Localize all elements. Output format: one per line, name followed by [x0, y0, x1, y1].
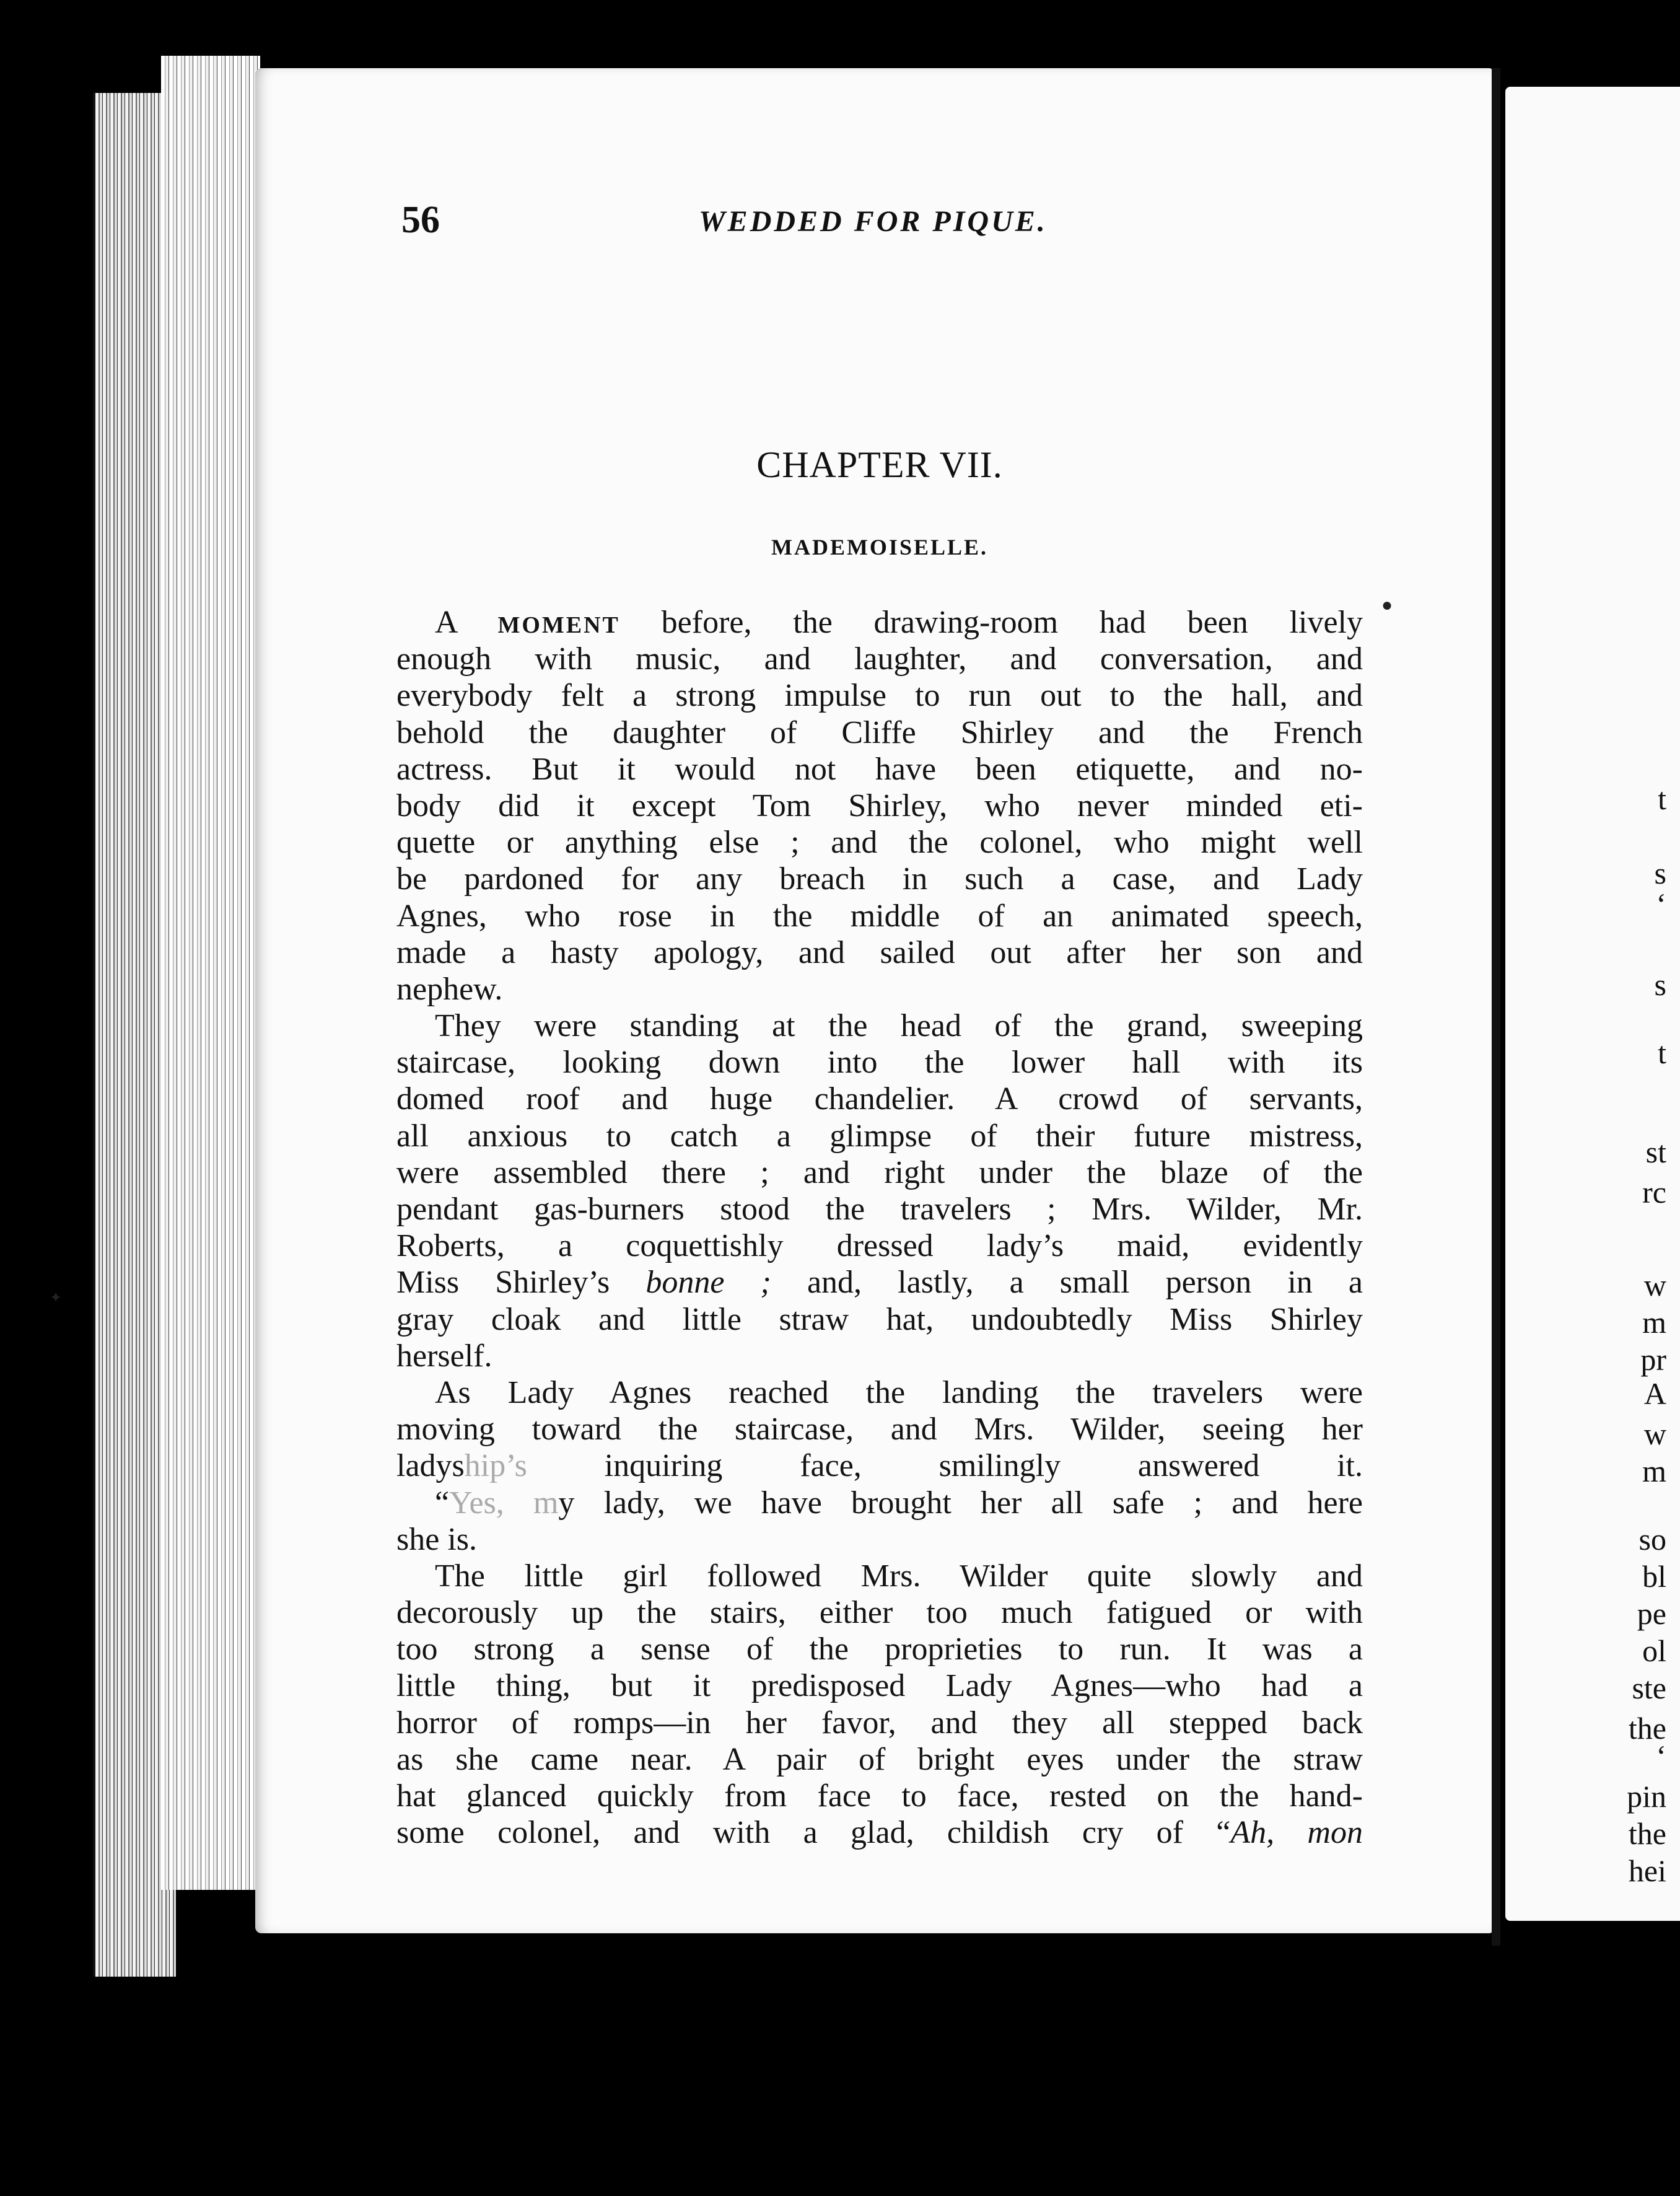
facing-page-fragment: ste — [1632, 1671, 1666, 1705]
text-line — [396, 1264, 1363, 1301]
facing-page-fragment: ol — [1642, 1633, 1666, 1668]
text-run: y lady, we have brought her all safe ; and here — [558, 1485, 1363, 1521]
facing-page-fragment: w — [1643, 1416, 1666, 1451]
speck-mark: ✦ — [50, 1290, 63, 1306]
text-line: quette or anything else ; and the colonel, who might well — [396, 825, 1363, 861]
text-line: actress. But it would not have been etiquette, and no- — [396, 751, 1363, 787]
text-line — [396, 1485, 1363, 1521]
text-line: They were standing at the head of the grand, sweeping — [435, 1008, 1363, 1044]
text-line: horror of romps—in her favor, and they all stepped back — [396, 1705, 1363, 1741]
text-run: inquiring face, smilingly answered it. — [527, 1448, 1363, 1484]
text-line: everybody felt a strong impulse to run out to the hall, and — [396, 678, 1363, 714]
running-title: WEDDED FOR PIQUE. — [699, 205, 1048, 238]
text-line: hat glanced quickly from face to face, rested on the hand- — [396, 1778, 1363, 1814]
text-run: and, lastly, a small person in a — [771, 1265, 1363, 1301]
facing-page-fragment: s — [1654, 967, 1666, 1002]
text-line: too strong a sense of the proprieties to run. It was a — [396, 1632, 1363, 1667]
text-line: as she came near. A pair of bright eyes under the straw — [396, 1741, 1363, 1777]
facing-page-fragment: hei — [1628, 1853, 1666, 1888]
facing-page-fragment: the — [1628, 1711, 1666, 1746]
facing-page-fragment: st — [1645, 1135, 1666, 1169]
facing-page-fragment: A — [1643, 1376, 1666, 1411]
text-line: were assembled there ; and right under the blaze of the — [396, 1154, 1363, 1190]
running-head — [401, 198, 1368, 254]
text-run: ladys — [396, 1448, 465, 1484]
facing-page-fragment: so — [1638, 1522, 1666, 1557]
text-line: Agnes, who rose in the middle of an animated speech, — [396, 898, 1363, 934]
text-line: Roberts, a coquettishly dressed lady’s maid, evidently — [396, 1228, 1363, 1264]
text-line: enough with music, and laughter, and conversation, and — [396, 641, 1363, 677]
facing-page-fragment: pin — [1627, 1779, 1666, 1814]
text-line: herself. — [396, 1338, 492, 1374]
facing-page-fragment: m — [1642, 1305, 1666, 1340]
text-line: decorously up the stairs, either too much fatigued or with — [396, 1595, 1363, 1631]
text-line: made a hasty apology, and sailed out after her son and — [396, 934, 1363, 970]
text-line: gray cloak and little straw hat, undoubtedly Miss Shirley — [396, 1301, 1363, 1337]
facing-page-fragment: ‘ — [1656, 887, 1666, 921]
text-run: A — [435, 605, 498, 640]
text-line — [396, 604, 1363, 641]
text-run: Miss Shirley’s — [396, 1265, 646, 1301]
facing-page-fragment: m — [1642, 1454, 1666, 1488]
text-line: pendant gas-burners stood the travelers ; Mrs. Wilder, Mr. — [396, 1192, 1363, 1227]
text-run: before, the drawing-room had been lively — [619, 605, 1363, 640]
text-line: nephew. — [396, 971, 503, 1007]
text-line: be pardoned for any breach in such a case, and Lady — [396, 861, 1363, 897]
text-line: moving toward the staircase, and Mrs. Wilder, seeing her — [396, 1412, 1363, 1447]
text-line: she is. — [396, 1521, 477, 1557]
text-run: MOMENT — [497, 612, 620, 638]
facing-page-fragment: the — [1628, 1816, 1666, 1851]
facing-page-fragment: rc — [1642, 1175, 1666, 1210]
text-line: The little girl followed Mrs. Wilder quite slowly and — [435, 1558, 1363, 1594]
facing-page-fragment: pe — [1637, 1596, 1666, 1631]
facing-page-fragment: t — [1658, 1035, 1666, 1070]
text-run: Yes, m — [449, 1485, 559, 1521]
text-run: hip’s — [464, 1448, 527, 1484]
body-text — [396, 604, 1363, 1851]
facing-page-fragment: w — [1643, 1268, 1666, 1302]
page-edges-inner — [161, 56, 260, 1890]
speck-mark: ● — [1381, 595, 1393, 615]
text-line: domed roof and huge chandelier. A crowd of servants, — [396, 1081, 1363, 1117]
facing-page-fragment: t — [1658, 781, 1666, 816]
text-run: bonne ; — [645, 1265, 771, 1301]
facing-page-fragment: bl — [1642, 1559, 1666, 1594]
gutter — [1492, 68, 1500, 1946]
facing-page-fragment: pr — [1640, 1342, 1666, 1377]
facing-page-fragment: ‘ — [1656, 1739, 1666, 1773]
text-run: Ah, mon — [1230, 1815, 1363, 1851]
text-line: body did it except Tom Shirley, who never minded eti- — [396, 788, 1363, 824]
facing-page-fragments — [1512, 0, 1680, 2196]
text-line: behold the daughter of Cliffe Shirley and the French — [396, 714, 1363, 750]
page-number: 56 — [401, 199, 440, 241]
chapter-title: CHAPTER VII. — [756, 444, 1003, 485]
text-line — [396, 1447, 1363, 1484]
text-run: some colonel, and with a glad, childish cry of “ — [396, 1815, 1231, 1851]
text-line — [396, 1814, 1363, 1851]
text-line: staircase, looking down into the lower hall with its — [396, 1045, 1363, 1081]
chapter-subtitle: MADEMOISELLE. — [771, 535, 989, 560]
text-line: As Lady Agnes reached the landing the travelers were — [435, 1374, 1363, 1410]
facing-page-fragment: s — [1654, 856, 1666, 890]
text-run: “ — [435, 1485, 450, 1521]
text-line: all anxious to catch a glimpse of their future mistress, — [396, 1118, 1363, 1154]
text-line: little thing, but it predisposed Lady Agnes—who had a — [396, 1668, 1363, 1704]
